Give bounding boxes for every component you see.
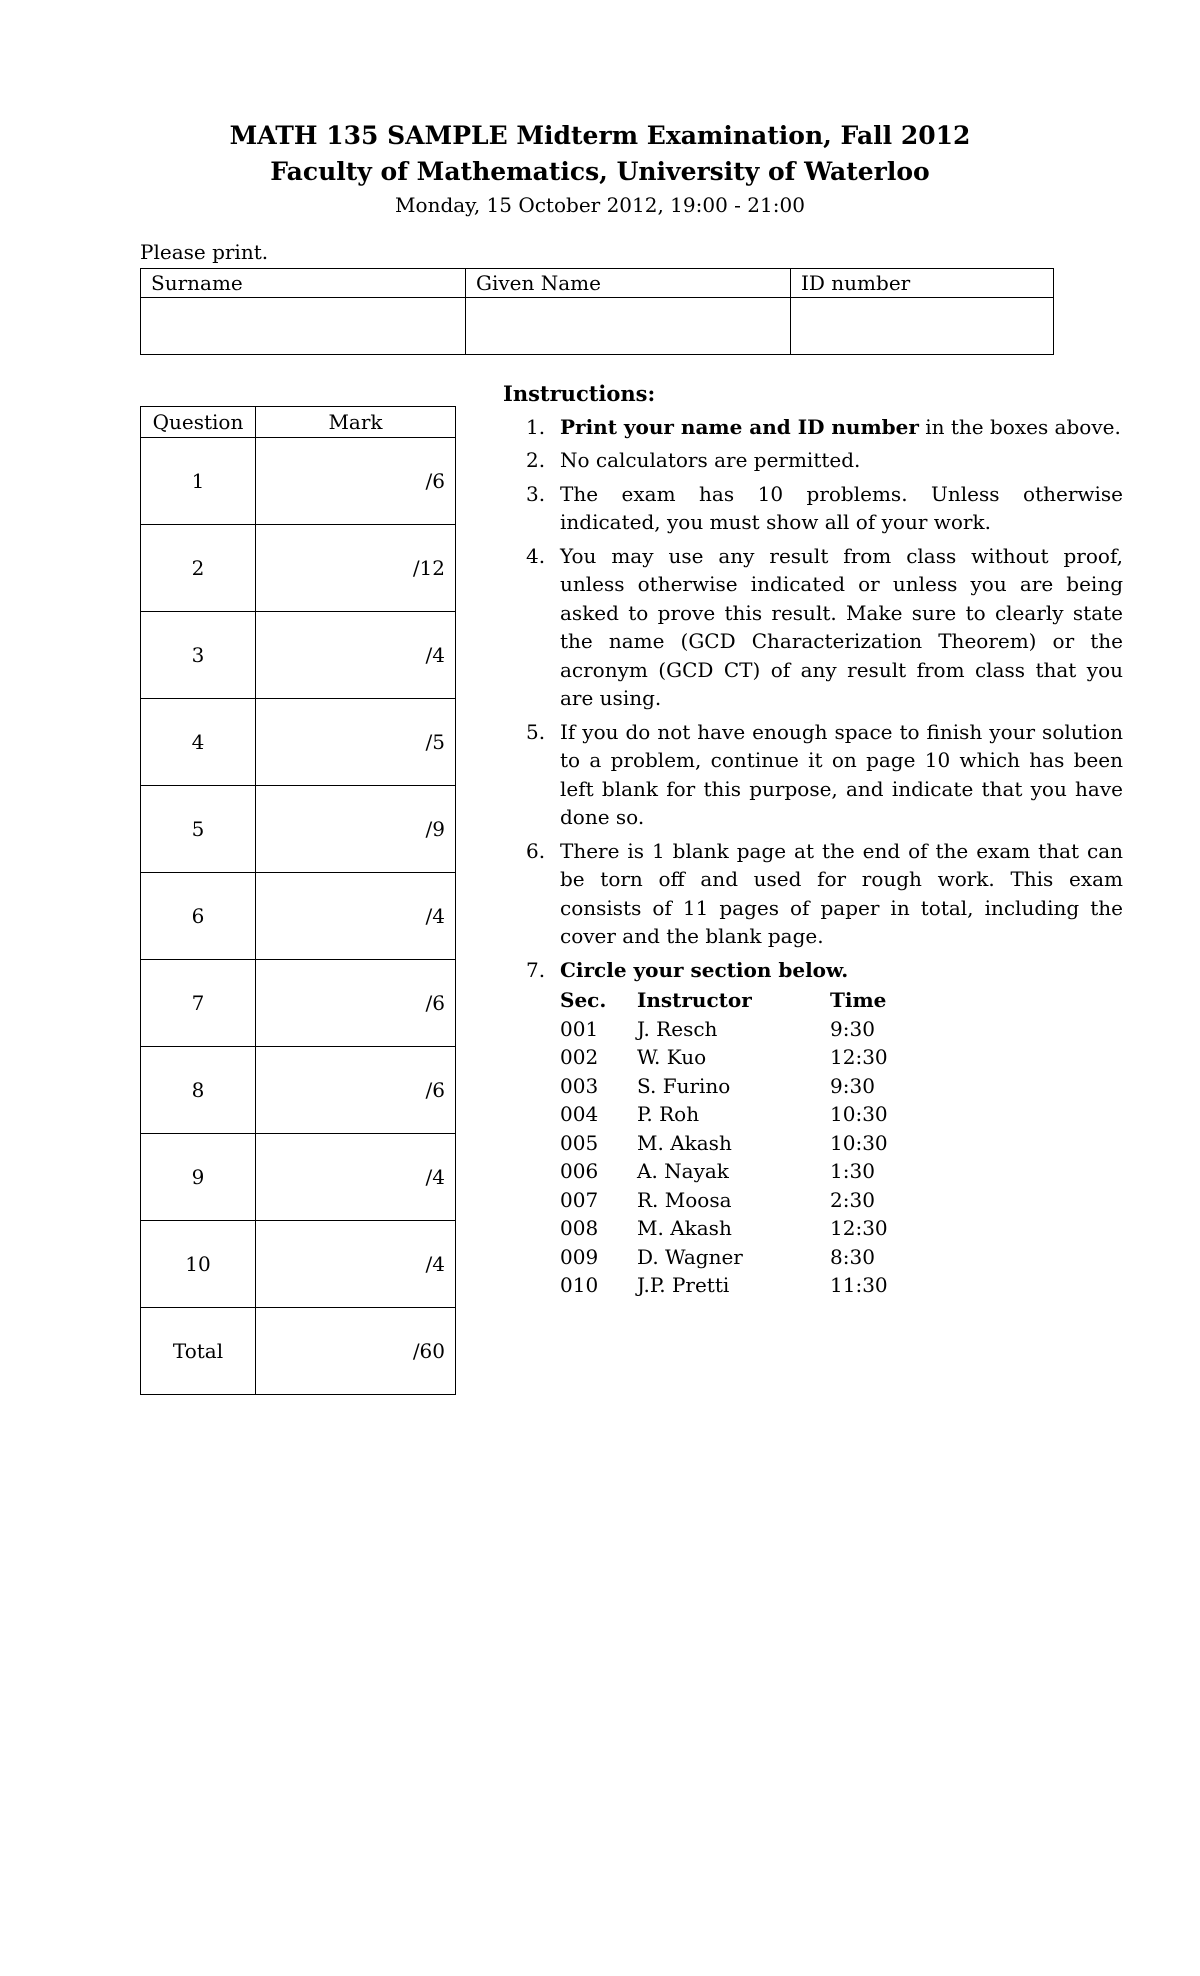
table-row: [141, 1221, 456, 1308]
instruction-1-bold: Print your name and ID number: [560, 414, 919, 439]
question-mark: /6: [256, 438, 456, 525]
question-mark: /6: [256, 1047, 456, 1134]
instruction-6-text: There is 1 blank page at the end of the exam that can be torn off and used for rough work. This exam consists of 11 pages of paper in total, including the cover and the blank page.: [560, 838, 1123, 948]
print-prompt: Please print.: [140, 240, 269, 264]
instruction-number: 4.: [526, 543, 546, 568]
total-label: Total: [141, 1308, 256, 1395]
section-row[interactable]: [560, 1271, 1123, 1300]
instruction-number: 3.: [526, 481, 546, 506]
question-number: 7: [141, 960, 256, 1047]
exam-title: MATH 135 SAMPLE Midterm Examination, Fall 2012: [229, 121, 971, 150]
question-number: 8: [141, 1047, 256, 1134]
section-row[interactable]: [560, 1186, 1123, 1215]
table-row: [141, 612, 456, 699]
section-instructor: W. Kuo: [637, 1045, 707, 1069]
section-instructor: M. Akash: [637, 1130, 732, 1155]
section-row[interactable]: [560, 1015, 1123, 1044]
section-time: 12:30: [830, 1045, 888, 1069]
question-number: 1: [141, 438, 256, 525]
given-name-field[interactable]: [466, 298, 791, 355]
section-row[interactable]: [560, 1214, 1123, 1243]
exam-header: [0, 118, 1200, 220]
instruction-item: [503, 413, 1123, 442]
section-time: 12:30: [830, 1216, 888, 1240]
time-header: Time: [830, 988, 887, 1012]
instruction-1-rest: in the boxes above.: [918, 414, 1121, 439]
question-mark: /12: [256, 525, 456, 612]
exam-date: Monday, 15 October 2012, 19:00 - 21:00: [395, 193, 805, 217]
section-number: 006: [560, 1159, 599, 1183]
instruction-7-text: Circle your section below.: [560, 957, 849, 982]
section-row[interactable]: [560, 1043, 1123, 1072]
section-instructor: A. Nayak: [637, 1159, 729, 1183]
question-mark: /4: [256, 873, 456, 960]
instructions-title: Instructions:: [503, 381, 656, 406]
section-number: 005: [560, 1130, 599, 1155]
section-number: 001: [560, 1016, 599, 1041]
table-row: [141, 438, 456, 525]
instruction-5-text: If you do not have enough space to finish your solution to a problem, continue it on page 10 which has been left blank for this purpose, and indicate that you have done so.: [560, 719, 1123, 829]
instruction-item: [503, 956, 1123, 985]
section-time: 10:30: [830, 1102, 888, 1126]
section-number: 010: [560, 1273, 599, 1297]
section-time: 1:30: [830, 1159, 875, 1183]
question-number: 10: [141, 1221, 256, 1308]
section-row[interactable]: [560, 1157, 1123, 1186]
section-instructor: M. Akash: [637, 1216, 732, 1240]
instruction-number: 5.: [526, 719, 546, 744]
mark-table: [140, 406, 456, 1395]
question-number: 6: [141, 873, 256, 960]
instruction-item: [503, 837, 1123, 951]
student-info-table: [140, 268, 1054, 355]
section-number: 008: [560, 1216, 599, 1240]
section-instructor: S. Furino: [637, 1073, 731, 1098]
instruction-3-text: The exam has 10 problems. Unless otherwise indicated, you must show all of your work.: [560, 481, 1123, 534]
id-number-field[interactable]: [791, 298, 1054, 355]
table-row: [141, 525, 456, 612]
table-row: [141, 873, 456, 960]
table-row: [141, 1134, 456, 1221]
section-number: 002: [560, 1045, 599, 1069]
surname-label: Surname: [141, 269, 466, 298]
mark-header: Mark: [256, 407, 456, 438]
instruction-number: 7.: [526, 957, 546, 982]
question-header: Question: [141, 407, 256, 438]
section-row[interactable]: [560, 1129, 1123, 1158]
section-time: 9:30: [830, 1016, 875, 1041]
section-list: [560, 986, 1123, 1300]
question-mark: /4: [256, 1221, 456, 1308]
instructions: [503, 380, 1123, 1300]
section-time: 2:30: [830, 1187, 875, 1212]
table-row: [141, 1047, 456, 1134]
section-instructor: P. Roh: [637, 1102, 700, 1126]
section-number: 004: [560, 1102, 599, 1126]
question-mark: /9: [256, 786, 456, 873]
instruction-number: 6.: [526, 838, 546, 863]
table-row: [141, 960, 456, 1047]
instruction-item: [503, 480, 1123, 537]
instruction-item: [503, 446, 1123, 475]
instruction-item: [503, 718, 1123, 832]
table-row: [141, 699, 456, 786]
section-instructor: J.P. Pretti: [637, 1273, 730, 1297]
question-number: 4: [141, 699, 256, 786]
instruction-number: 2.: [526, 448, 546, 472]
section-instructor: R. Moosa: [637, 1187, 732, 1212]
instruction-item: [503, 542, 1123, 713]
question-number: 5: [141, 786, 256, 873]
section-instructor: J. Resch: [637, 1016, 718, 1041]
section-row[interactable]: [560, 1243, 1123, 1272]
sec-header: Sec.: [560, 988, 607, 1012]
instruction-2-text: No calculators are permitted.: [560, 448, 861, 472]
question-mark: /4: [256, 1134, 456, 1221]
question-number: 3: [141, 612, 256, 699]
question-mark: /5: [256, 699, 456, 786]
section-time: 8:30: [830, 1244, 875, 1269]
section-time: 10:30: [830, 1130, 888, 1155]
question-number: 2: [141, 525, 256, 612]
table-row: [141, 786, 456, 873]
instructor-header: Instructor: [637, 988, 752, 1012]
given-name-label: Given Name: [466, 269, 791, 298]
section-time: 11:30: [830, 1273, 888, 1297]
section-row[interactable]: [560, 1072, 1123, 1101]
id-number-label: ID number: [791, 269, 1054, 298]
section-header-row: [560, 986, 1123, 1015]
instruction-4-text: You may use any result from class without proof, unless otherwise indicated or unless you are being asked to prove this result. Make sure to clearly state the name (GCD Characterization Theorem) or the acronym (GCD CT) of any result from class that you are using.: [560, 543, 1123, 710]
section-instructor: D. Wagner: [637, 1244, 743, 1269]
section-row[interactable]: [560, 1100, 1123, 1129]
question-mark: /4: [256, 612, 456, 699]
question-number: 9: [141, 1134, 256, 1221]
total-mark: /60: [256, 1308, 456, 1395]
section-number: 007: [560, 1187, 599, 1212]
section-time: 9:30: [830, 1073, 875, 1098]
section-number: 009: [560, 1244, 599, 1269]
total-row: [141, 1308, 456, 1395]
surname-field[interactable]: [141, 298, 466, 355]
exam-faculty: Faculty of Mathematics, University of Waterloo: [270, 157, 930, 186]
instructions-list: [503, 413, 1123, 985]
question-mark: /6: [256, 960, 456, 1047]
instruction-number: 1.: [526, 414, 546, 439]
section-number: 003: [560, 1073, 599, 1098]
